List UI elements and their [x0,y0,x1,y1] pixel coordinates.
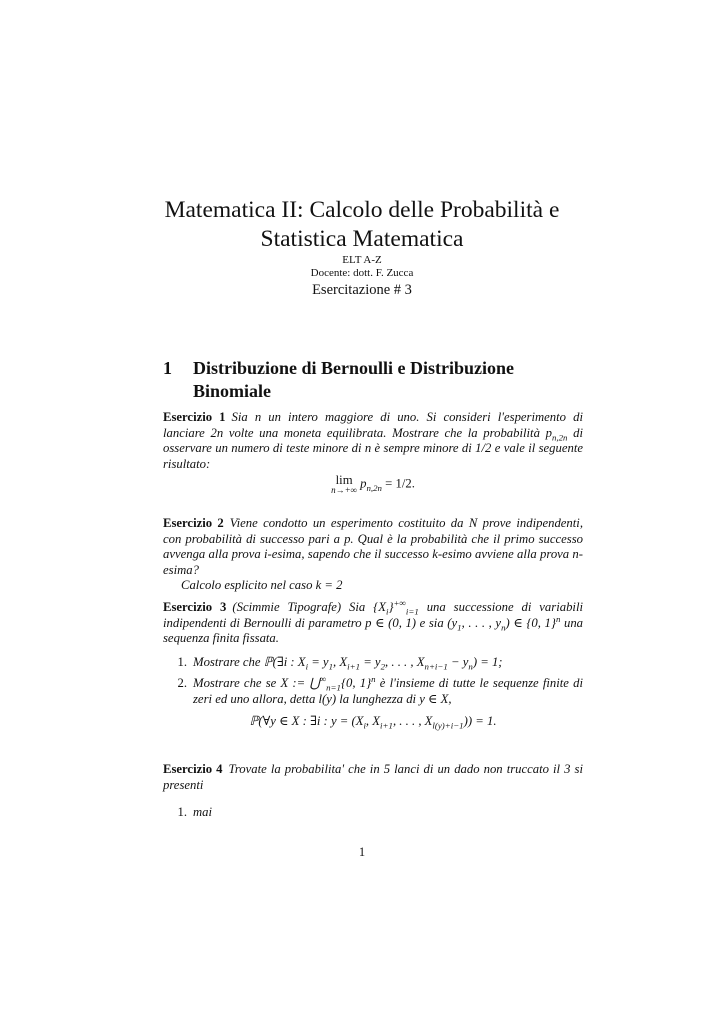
document-title [0,196,724,254]
title-line-2: Statistica Matematica [260,226,464,252]
probability-formula: ℙ(∀y ∈ X : ∃i : $y = (X_i$, $X_{i+1}$, . . . , $X_{l(y)+i-1})) = 1$. [249,713,497,731]
exercise-items [163,655,583,708]
section-heading [163,357,583,403]
exercise-3 [163,597,584,731]
exercise-label: Esercizio 4 [163,762,223,776]
exercise-label: Esercizio 3 [163,600,227,614]
exercise-label: Esercizio 1 [163,410,226,424]
list-item: 1. Mostrare che ℙ(∃i : $X_i = y_1$, $X_{i+1} = y_2$, . . . , $X_{n+i-1} - y_n) = 1$; [177,654,503,672]
teacher-name: Docente: dott. F. Zucca [310,267,414,279]
exercise-2 [163,516,583,594]
exercise-items [163,805,583,821]
exercise-4 [163,762,583,827]
section-title: Distribuzione di Bernoulli e Distribuzione Binomiale [193,358,515,401]
exercise-label: Esercizio 2 [163,516,224,530]
exercise-text: Trovate la probabilita' che in 5 lanci di un dado non truccato il 3 si presenti [163,762,583,792]
section-number: 1 [163,358,172,378]
title-line-1: Matematica II: Calcolo delle Probabilità e [164,197,560,223]
list-item: 2. Mostrare che se X := $⋃^\infty_{n=1}\{0$, 1}$^n$ è l'insieme di tutte le sequenze finite di zeri ed uno allora, detta l(y) la lunghezza di y ∈ X, [177,674,583,706]
list-item: 1. mai [177,805,213,820]
page-number: 1 [358,845,366,859]
exercise-1 [163,410,583,497]
exercise-note: Calcolo esplicito nel caso k = 2 [181,578,343,593]
title-block [0,196,724,299]
course-code: ELT A-Z [342,254,382,266]
exercise-text: Sia n un intero maggiore di uno. Si consideri l'esperimento di lanciare 2n volte una moneta equilibrata. Mostrare che la probabilità $p_{n,2n}$ di osservare un numero di teste minore di n è sempre minore di 1/2 e vale il seguente risultato: [163,410,584,471]
limit-formula: lim n→+∞ $p_{n,2n} = 1/2$. [331,473,415,496]
exercise-text: (Scimmie Tipografe) Sia $\{X_i\}^{+\infty}_{i=1}$ una successione di variabili indipendenti di Bernoulli di parametro p ∈ (0, 1) e sia ($y_1$, . . . , $y_n$) ∈ {0, 1}$^n$ una sequenza finita fissata. [163,597,584,646]
exercise-text: Viene condotto un esperimento costituito da N prove indipendenti, con probabilità di successo pari a p. Qual è la probabilità che il primo successo avvenga alla prova i-esima, sapendo che il successo k-esimo avviene alla prova n-esima? [163,516,583,577]
exercise-sheet-title: Esercitazione # 3 [312,282,412,298]
